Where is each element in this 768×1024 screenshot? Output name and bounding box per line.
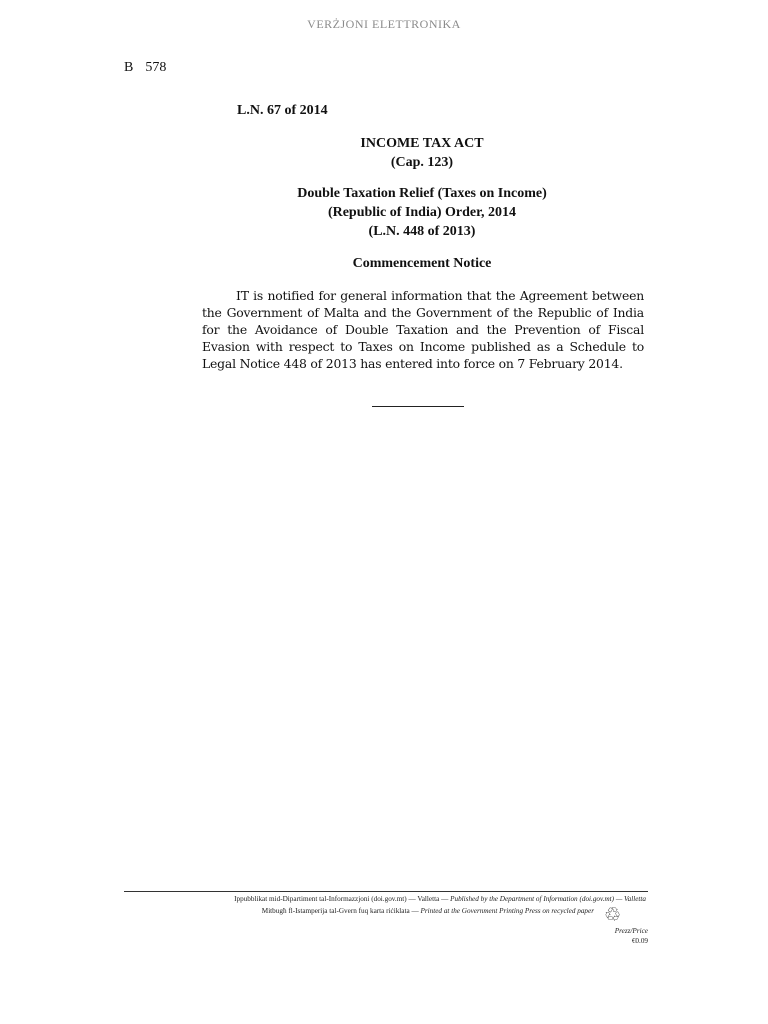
page-series: B [124, 60, 134, 75]
act-title-block [200, 134, 644, 172]
footer-printer-maltese: Mitbugħ fl-Istamperija tal-Gvern fuq karta riċiklata — [261, 907, 421, 915]
notice-body: IT is notified for general information that the Agreement between the Government of Malta and the Government of the Republic of India for the Avoidance of Double Taxation and the Prevention of Fiscal Evasion with respect to Taxes on Income published as a Schedule to Legal Notice 448 of 2013 has entered into force on 7 February 2014. [202, 288, 644, 371]
order-title-block [200, 184, 644, 241]
act-chapter: (Cap. 123) [390, 155, 454, 170]
footer-publisher-maltese: Ippubblikat mid-Dipartiment tal-Informazzjoni (doi.gov.mt) — Valletta — [234, 895, 451, 903]
order-title-line-3: (L.N. 448 of 2013) [368, 224, 476, 239]
price-value: €0.09 [631, 937, 648, 945]
footer-printer-english: Printed at the Government Printing Press on recycled paper [420, 907, 594, 915]
footer-printer-line [262, 907, 594, 915]
order-title-line-1: Double Taxation Relief (Taxes on Income) [297, 186, 547, 201]
footer-publisher-line [234, 895, 646, 903]
footer-publisher-english: Published by the Department of Information (doi.gov.mt) — Valletta [450, 895, 646, 903]
document-banner: VERŻJONI ELETTRONIKA [307, 17, 461, 31]
act-title: INCOME TAX ACT [360, 136, 484, 151]
notice-heading: Commencement Notice [352, 256, 492, 271]
end-rule [372, 406, 464, 407]
order-title-line-2: (Republic of India) Order, 2014 [327, 205, 517, 220]
page-number-value: 578 [145, 60, 167, 75]
legal-notice-number: L.N. 67 of 2014 [237, 103, 328, 118]
footer-divider [124, 891, 648, 892]
recycle-icon: ♲ [604, 904, 622, 926]
price-label: Prezz/Price [614, 927, 648, 935]
page-number [124, 60, 166, 76]
